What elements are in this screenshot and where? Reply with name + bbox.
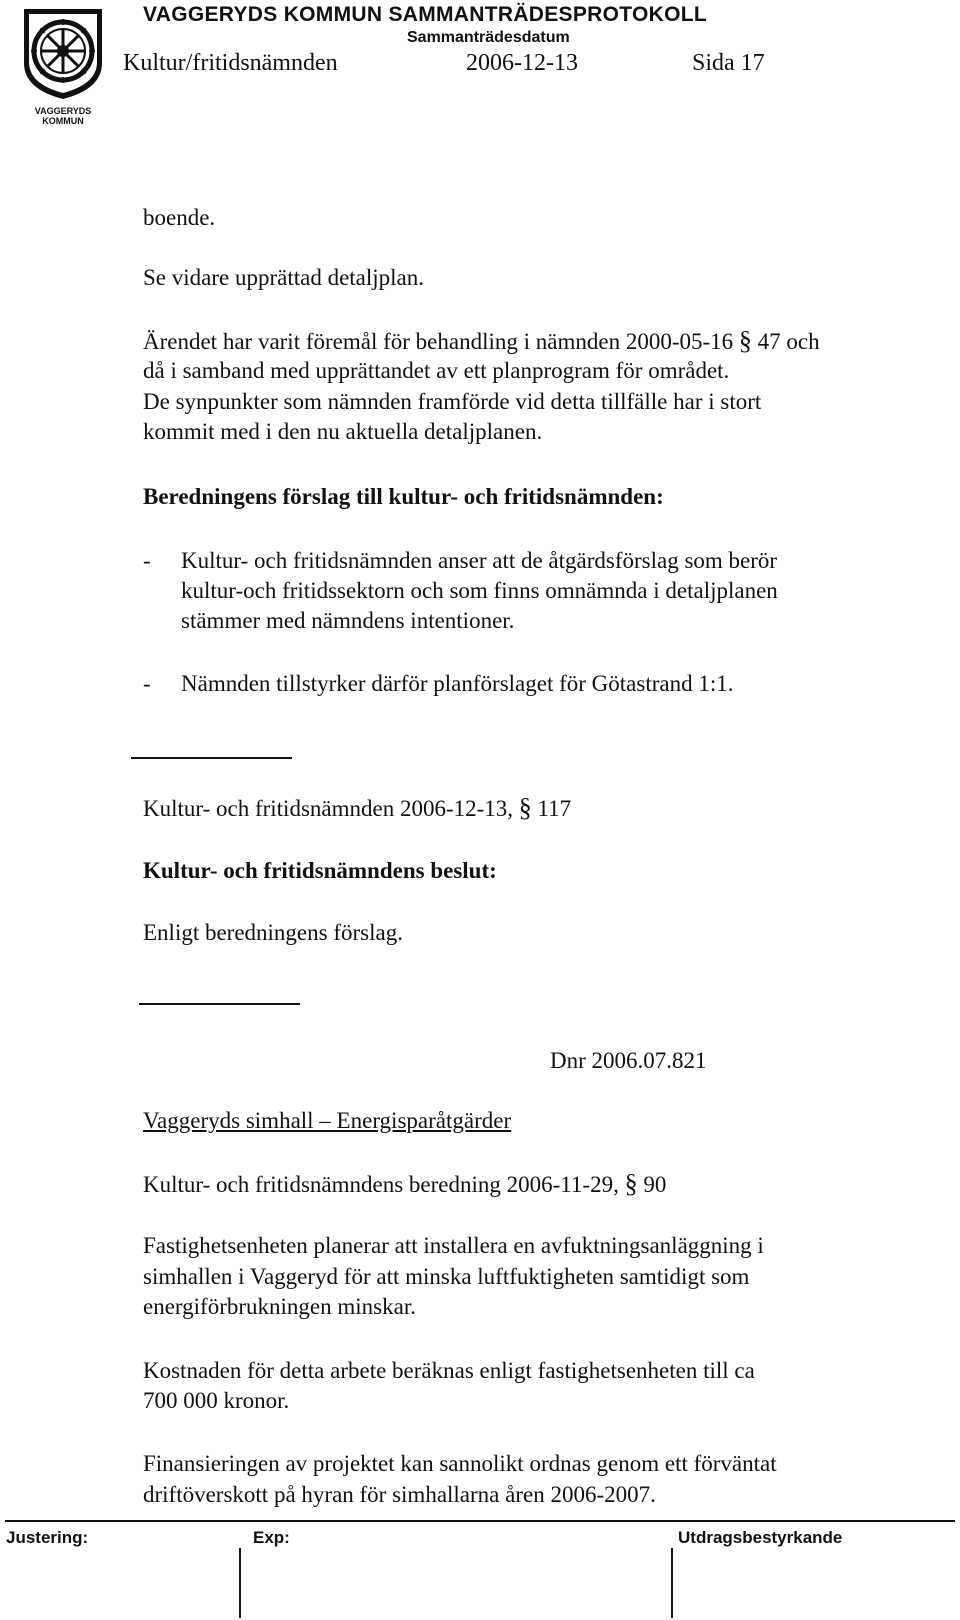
committee-reference <box>143 792 571 824</box>
paragraph-boende: boende. <box>143 205 216 230</box>
meeting-date: 2006-12-13 <box>466 50 578 76</box>
section-sign: § <box>624 1169 638 1198</box>
decision-text: Enligt beredningens förslag. <box>143 920 403 945</box>
paragraph-history-line: De synpunkter som nämnden framförde vid detta tillfälle har i stort <box>143 389 762 414</box>
paragraph-history-text: Ärendet har varit föremål för behandling i nämnden 2000-05-16 <box>143 329 734 354</box>
separator-line <box>139 1003 300 1005</box>
case-number: Dnr 2006.07.821 <box>550 1048 707 1073</box>
paragraph-line: Finansieringen av projektet kan sannolikt ordnas genom ett förväntat <box>143 1451 777 1476</box>
footer-top-rule <box>5 1520 955 1522</box>
dispatch-label: Exp: <box>253 1528 290 1547</box>
bullet-dash: - <box>143 548 151 573</box>
paragraph-history-line <box>143 325 820 357</box>
bullet-item-line: Nämnden tillstyrker därför planförslaget för Götastrand 1:1. <box>181 671 734 696</box>
bullet-item-line: Kultur- och fritidsnämnden anser att de åtgärdsförslag som berör <box>181 548 778 573</box>
committee-reference-text: Kultur- och fritidsnämnden 2006-12-13, <box>143 796 514 821</box>
document-title: VAGGERYDS KOMMUN SAMMANTRÄDESPROTOKOLL <box>143 3 708 26</box>
preparation-reference-number: 90 <box>643 1172 667 1197</box>
signature-divider <box>671 1548 673 1618</box>
committee-name: Kultur/fritidsnämnden <box>123 50 338 76</box>
logo-caption-line2: KOMMUN <box>42 116 84 126</box>
preparation-reference <box>143 1168 666 1200</box>
bullet-item-line: kultur-och fritidssektorn och som finns omnämnda i detaljplanen <box>181 578 778 603</box>
paragraph-history-line: kommit med i den nu aktuella detaljplanen. <box>143 419 543 444</box>
municipality-logo <box>18 5 108 126</box>
signature-divider <box>239 1548 241 1618</box>
paragraph-detaljplan: Se vidare upprättad detaljplan. <box>143 265 425 290</box>
committee-reference-number: 117 <box>537 796 572 821</box>
paragraph-history-line: då i samband med upprättandet av ett planprogram för området. <box>143 358 730 383</box>
proposal-heading: Beredningens förslag till kultur- och fritidsnämnden: <box>143 484 664 509</box>
paragraph-line: 700 000 kronor. <box>143 1388 290 1413</box>
section-sign: § <box>738 326 752 355</box>
page-number: Sida 17 <box>692 50 765 76</box>
bullet-dash: - <box>143 671 151 696</box>
logo-caption-line1: VAGGERYDS <box>34 106 92 116</box>
paragraph-line: simhallen i Vaggeryd för att minska luftfuktigheten samtidigt som <box>143 1264 750 1289</box>
section-sign: § <box>518 793 532 822</box>
separator-line <box>131 757 292 759</box>
adjustment-label: Justering: <box>6 1528 89 1547</box>
bullet-item-line: stämmer med nämndens intentioner. <box>181 608 515 633</box>
case-title: Vaggeryds simhall – Energisparåtgärder <box>143 1108 512 1133</box>
paragraph-line: Kostnaden för detta arbete beräknas enligt fastighetsenheten till ca <box>143 1358 755 1383</box>
meeting-date-label: Sammanträdesdatum <box>407 29 570 46</box>
paragraph-line: energiförbrukningen minskar. <box>143 1294 416 1319</box>
decision-heading: Kultur- och fritidsnämndens beslut: <box>143 858 497 883</box>
extract-certification-label: Utdragsbestyrkande <box>678 1528 843 1547</box>
preparation-reference-text: Kultur- och fritidsnämndens beredning 2006-11-29, <box>143 1172 619 1197</box>
coat-of-arms-icon <box>18 5 108 101</box>
paragraph-line: Fastighetsenheten planerar att installera en avfuktningsanläggning i <box>143 1233 764 1258</box>
paragraph-line: driftöverskott på hyran för simhallarna åren 2006-2007. <box>143 1482 656 1507</box>
paragraph-history-ref: 47 och <box>757 329 820 354</box>
